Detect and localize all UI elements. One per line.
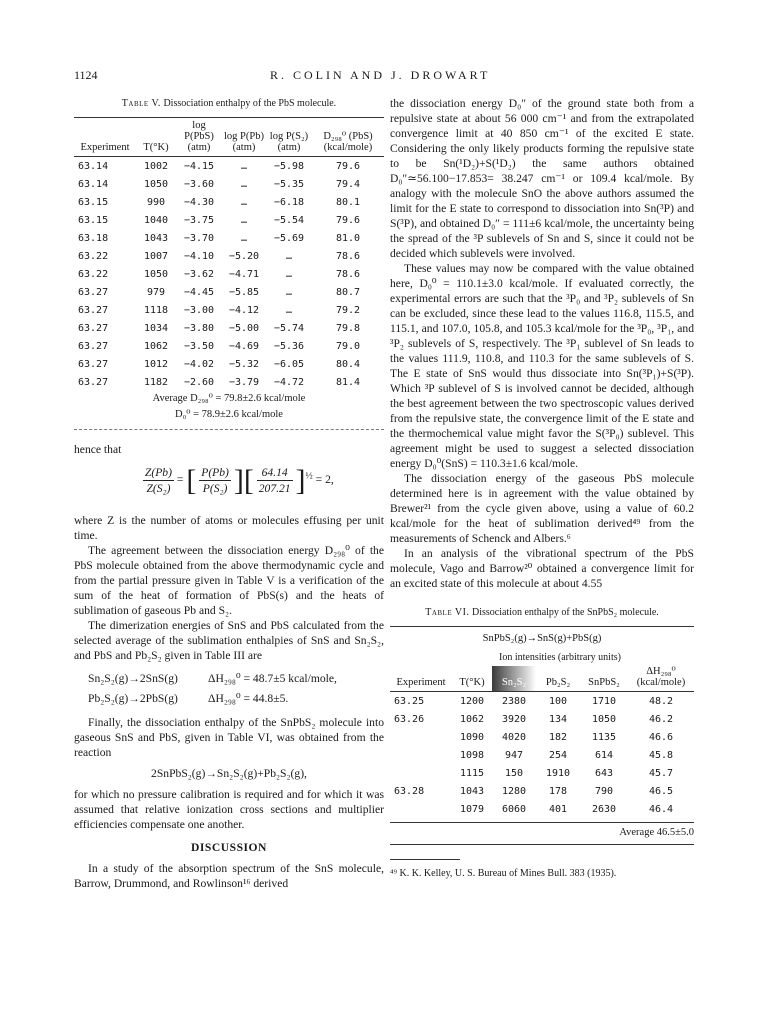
left-paragraph-3: The dimerization energies of SnS and PbS calculated from the selected average of the sublimation enthalpies of SnS and Sn₂S₂, and PbS and Pb₂S₂ given in Table III are	[74, 619, 384, 662]
table-cell: −3.75	[183, 214, 215, 226]
table-cell: 254	[548, 749, 568, 761]
table-cell: 947	[504, 749, 524, 761]
table-cell: 45.8	[648, 749, 674, 761]
table-cell: 6060	[501, 803, 527, 815]
formula-rhs-den: P(S₂)	[202, 482, 228, 495]
table-cell: 63.27	[78, 304, 109, 316]
table-cell: 1050	[143, 268, 169, 280]
table5-row	[74, 229, 384, 247]
table5-row	[74, 355, 384, 373]
table-cell: 1200	[459, 695, 485, 707]
table-cell: 80.1	[335, 196, 361, 208]
table-cell: 46.6	[648, 731, 674, 743]
reaction-pb2s2: Pb₂S₂(g)→2PbS(g)	[88, 692, 178, 705]
footnote-49: ⁴⁹ K. K. Kelley, U. S. Bureau of Mines Bull. 383 (1935).	[390, 868, 617, 879]
table-cell: 63.28	[394, 785, 425, 797]
table-cell: 134	[548, 713, 568, 725]
left-paragraph-1: where Z is the number of atoms or molecules effusing per unit time.	[74, 514, 384, 542]
table6-row	[390, 800, 694, 818]
table-cell: −5.54	[273, 214, 305, 226]
table6-row	[390, 692, 694, 711]
t5-col-experiment: Experiment	[74, 118, 136, 157]
table-cell: −3.79	[228, 376, 260, 388]
t5-col-s2: log P(S₂) (atm)	[266, 118, 312, 157]
table-cell: 1050	[591, 713, 617, 725]
table-cell: 63.22	[78, 268, 109, 280]
table-cell: −4.15	[183, 160, 215, 172]
table-cell: −4.45	[183, 286, 215, 298]
formula-ratio-den: 207.21	[258, 482, 291, 495]
table-cell: 643	[594, 767, 614, 779]
left-paragraph-4: Finally, the dissociation enthalpy of the SnPbS₂ molecule into gaseous SnS and PbS, given in Table VI, was obtained from the reaction	[74, 716, 384, 759]
table-cell: 4020	[501, 731, 527, 743]
table-cell: 178	[548, 785, 568, 797]
table-cell: −4.71	[228, 268, 260, 280]
table6-body	[390, 692, 694, 819]
table-cell: −4.02	[183, 358, 215, 370]
table-cell: 1098	[459, 749, 485, 761]
table-cell: −5.98	[273, 160, 305, 172]
table-cell: −4.72	[273, 376, 305, 388]
table-cell: 63.25	[394, 695, 425, 707]
table-cell: 1182	[143, 376, 169, 388]
table-cell: 63.27	[78, 340, 109, 352]
table-cell: −5.85	[228, 286, 260, 298]
table-cell: …	[285, 304, 293, 316]
table-cell: −5.35	[273, 178, 305, 190]
table5-row	[74, 193, 384, 211]
table-cell: 79.2	[335, 304, 361, 316]
table-cell: −5.74	[273, 322, 305, 334]
reaction-snpbs2: 2SnPbS₂(g)→Sn₂S₂(g)+Pb₂S₂(g),	[151, 767, 307, 780]
table-cell: …	[285, 268, 293, 280]
table-cell: 1034	[143, 322, 169, 334]
table-cell: 1090	[459, 731, 485, 743]
table6-end-rule	[390, 844, 694, 845]
right-column	[390, 96, 694, 881]
table-cell: −3.70	[183, 232, 215, 244]
table5-end-rule	[74, 429, 384, 430]
table5-caption-text: Dissociation enthalpy of the PbS molecule.	[163, 98, 337, 109]
table-cell: −5.69	[273, 232, 305, 244]
table-cell: 990	[146, 196, 166, 208]
table-cell: …	[240, 196, 248, 208]
page-header	[74, 68, 694, 84]
t6-col-experiment: Experiment	[390, 666, 452, 692]
table6-caption	[390, 605, 694, 620]
effusion-formula: $\frac{Z(Pb)}{\text{Z(S₂)}}$ = [ $\frac{P(Pb)}{\text{P(S₂)}}$ ][ $\frac{64.14}{207.21}$ ]$^{\frac{1}{2}}$ = 2,	[144, 463, 334, 497]
left-column	[74, 96, 384, 891]
table-cell: 1040	[143, 214, 169, 226]
table-cell: −6.05	[273, 358, 305, 370]
table-cell: 79.4	[335, 178, 361, 190]
table-cell: 81.0	[335, 232, 361, 244]
table5-row	[74, 283, 384, 301]
table-cell: −3.60	[183, 178, 215, 190]
table5-row	[74, 337, 384, 355]
table5-row	[74, 175, 384, 193]
footnote-rule	[390, 859, 460, 860]
page-number: 1124	[74, 68, 98, 82]
table-cell: 45.7	[648, 767, 674, 779]
running-head: R. COLIN AND J. DROWART	[270, 68, 491, 82]
formula-exponent: ½	[305, 470, 313, 482]
table6-caption-label: Table VI.	[425, 607, 470, 618]
table-cell: 46.4	[648, 803, 674, 815]
left-paragraph-5: for which no pressure calibration is required and for which it was assumed that relative ionization cross sections and multiplier efficiencies compensate one another.	[74, 788, 384, 831]
table-cell: 1043	[459, 785, 485, 797]
table-cell: …	[285, 286, 293, 298]
right-paragraph-4: In an analysis of the vibrational spectrum of the PbS molecule, Vago and Barrow²⁰ obtained a convergence limit for an excited state of this molecule at about 4.55	[390, 547, 694, 590]
t6-col-sn2s2: Sn₂S₂	[492, 666, 536, 692]
formula-result: = 2,	[315, 473, 334, 487]
formula-lhs-num: Z(Pb)	[144, 466, 172, 479]
dimerization-reactions	[74, 669, 384, 709]
formula-rhs-num: P(Pb)	[201, 466, 229, 479]
table-cell: 63.27	[78, 322, 109, 334]
t5-col-pbs: log P(PbS) (atm)	[176, 118, 222, 157]
formula-lhs	[143, 465, 174, 496]
table-cell: 79.8	[335, 322, 361, 334]
table-cell: 63.18	[78, 232, 109, 244]
table5-row	[74, 247, 384, 265]
table5-caption	[74, 96, 384, 111]
right-paragraph-2: These values may now be compared with the value obtained here, D₀⁰ = 110.1±3.0 kcal/mole. If evaluated correctly, the experimental errors are such that the ³P₀ and ³P₂ sublevels of Sn can be excluded, since these lead to the values 116.8, 115.5, and 115.1, and 107.0, 105.8, and 105.3 kcal/mole for the ³P₀, ³P₁, and ³P₂ sublevels of S, respectively. The ³P₁ sublevel of Sn leads to the values 111.9, 110.8, and 110.3 for the same sublevels of S. The E state of SnS would thus dissociate into Sn(³P₁)+S(³P). Which ³P sublevel of S is involved cannot be decided, although the best agreement between the two spectroscopic values derived from the repulsive state, the convergence limit of the E state and the thermochemical value might favor the S(³P₀) sublevel. This agreement might be used to suggest a selected dissociation energy D₀⁰(SnS) = 110.3±1.6 kcal/mole.	[390, 262, 694, 470]
table5-average: Average D₂₉₈⁰ = 79.8±2.6 kcal/mole	[152, 393, 306, 404]
table5	[74, 117, 384, 391]
table-cell	[390, 800, 452, 818]
right-paragraph-3: The dissociation energy of the gaseous PbS molecule determined here is in agreement with the value obtained by Brewer²¹ from the cycle given above, using a value of 60.2 kcal/mole for the heat of sublimation derived⁴⁹ from the measurements of Schenck and Albers.⁶	[390, 472, 694, 545]
right-paragraph-1: the dissociation energy D₀″ of the ground state both from a repulsive state at about 56 000 cm⁻¹ and from the extrapolated convergence limit at 40 850 cm⁻¹ of the excited E state. Considering the only likely products forming the repulsive state to be Sn(¹D₂)+S(¹D₂) the same authors obtained D₀″≃56.100−17.853= 38.247 cm⁻¹ or 109.4 kcal/mole. By analogy with the molecule SnO the above authors assumed the limit for the E state to correspond to dissociation into Sn(³P) and S(³P), and obtained D₀″ = 111±6 kcal/mole, the uncertainty being the spread of the ³P sublevels of Sn and S, since it could not be decided which sublevels were involved.	[390, 97, 694, 260]
formula-lhs-den: Z(S₂)	[146, 482, 171, 495]
table6-row	[390, 710, 694, 728]
table5-body	[74, 157, 384, 392]
table-cell: 1118	[143, 304, 169, 316]
table-cell: 63.22	[78, 250, 109, 262]
table-cell: 79.0	[335, 340, 361, 352]
table-cell: 1007	[143, 250, 169, 262]
left-paragraph-2: The agreement between the dissociation energy D₂₉₈⁰ of the PbS molecule obtained from the above thermodynamic cycle and from the partial pressure given in Table V is a verification of the sum of the heat of formation of PbS(s) and the heats of sublimation of gaseous Pb and S₂.	[74, 544, 384, 617]
table-cell: 1002	[143, 160, 169, 172]
table6-row	[390, 764, 694, 782]
table-cell: −6.18	[273, 196, 305, 208]
t6-col-pb2s2: Pb₂S₂	[536, 666, 580, 692]
table-cell: −5.36	[273, 340, 305, 352]
t5-col-temp: T(°K)	[136, 118, 176, 157]
table5-row	[74, 319, 384, 337]
table-cell: 401	[548, 803, 568, 815]
table6-row	[390, 782, 694, 800]
table-cell: 2630	[591, 803, 617, 815]
reaction-sn2s2: Sn₂S₂(g)→2SnS(g)	[88, 672, 178, 685]
table6-row	[390, 728, 694, 746]
table-cell: 80.4	[335, 358, 361, 370]
table-cell: −3.00	[183, 304, 215, 316]
table-cell: 1062	[459, 713, 485, 725]
table-cell: 63.27	[78, 376, 109, 388]
table-cell: …	[240, 160, 248, 172]
table5-row	[74, 211, 384, 229]
table-cell: 81.4	[335, 376, 361, 388]
table-cell: −3.50	[183, 340, 215, 352]
table-cell: 1910	[545, 767, 571, 779]
table-cell: 63.14	[78, 178, 109, 190]
table-cell: 790	[594, 785, 614, 797]
table-cell: 63.26	[394, 713, 425, 725]
t6-col-temp: T(°K)	[452, 666, 492, 692]
table-cell: 1710	[591, 695, 617, 707]
table-cell: 1115	[459, 767, 485, 779]
table-cell: 80.7	[335, 286, 361, 298]
table-cell: 63.27	[78, 358, 109, 370]
table-cell: 79.6	[335, 160, 361, 172]
table-cell	[390, 746, 452, 764]
table-cell: 63.15	[78, 214, 109, 226]
table6-group-head: Ion intensities (arbitrary units)	[499, 652, 621, 663]
table-cell: 1062	[143, 340, 169, 352]
table6-average: Average 46.5±5.0	[390, 822, 694, 840]
table-cell: …	[240, 232, 248, 244]
reaction-pb2s2-dh: ΔH₂₉₈⁰ = 44.8±5.	[208, 692, 289, 705]
table5-caption-label: Table V.	[121, 98, 161, 109]
formula-mass-ratio	[257, 465, 293, 496]
formula-ratio-num: 64.14	[257, 465, 293, 481]
table-cell: 46.5	[648, 785, 674, 797]
table-cell: …	[285, 250, 293, 262]
table-cell: 78.6	[335, 250, 361, 262]
t5-col-d298: D₂₉₈⁰ (PbS) (kcal/mole)	[312, 118, 384, 157]
table-cell: 79.6	[335, 214, 361, 226]
table-cell: 48.2	[648, 695, 674, 707]
table5-row	[74, 157, 384, 176]
table-cell: 1050	[143, 178, 169, 190]
t5-col-pb: log P(Pb) (atm)	[222, 118, 266, 157]
table-cell: −4.10	[183, 250, 215, 262]
table-cell: …	[240, 214, 248, 226]
table-cell: −4.30	[183, 196, 215, 208]
table-cell: 1043	[143, 232, 169, 244]
table-cell: 1135	[591, 731, 617, 743]
t6-col-dh: ΔH₂₉₈⁰ (kcal/mole)	[628, 666, 694, 692]
table6	[390, 652, 694, 818]
table-cell: −5.20	[228, 250, 260, 262]
table-cell: 1280	[501, 785, 527, 797]
table-cell: 63.14	[78, 160, 109, 172]
table-cell: −4.69	[228, 340, 260, 352]
table-cell: −2.60	[183, 376, 215, 388]
table-cell: −3.80	[183, 322, 215, 334]
table6-reaction: SnPbS₂(g)→SnS(g)+PbS(g)	[390, 626, 694, 646]
left-paragraph-6: In a study of the absorption spectrum of the SnS molecule, Barrow, Drummond, and Rowlinson¹⁶ derived	[74, 862, 384, 890]
table-cell: 63.27	[78, 286, 109, 298]
table-cell: 1079	[459, 803, 485, 815]
table5-row	[74, 265, 384, 283]
discussion-heading: DISCUSSION	[191, 841, 267, 854]
table-cell: −4.12	[228, 304, 260, 316]
table6-caption-text: Dissociation enthalpy of the SnPbS₂ molecule.	[471, 607, 659, 618]
table-cell: 78.6	[335, 268, 361, 280]
table-cell: −5.00	[228, 322, 260, 334]
reaction-sn2s2-dh: ΔH₂₉₈⁰ = 48.7±5 kcal/mole,	[208, 672, 337, 685]
table-cell	[390, 728, 452, 746]
table5-d0: D₀⁰ = 78.9±2.6 kcal/mole	[175, 409, 283, 420]
table-cell: 150	[504, 767, 524, 779]
t6-col-snpbs2: SnPbS₂	[580, 666, 628, 692]
table5-row	[74, 301, 384, 319]
table5-row	[74, 373, 384, 391]
table6-row	[390, 746, 694, 764]
table-cell: 63.15	[78, 196, 109, 208]
table-cell: …	[240, 178, 248, 190]
table-cell: −3.62	[183, 268, 215, 280]
table-cell: 182	[548, 731, 568, 743]
table-cell: 614	[594, 749, 614, 761]
table-cell: 3920	[501, 713, 527, 725]
table-cell: −5.32	[228, 358, 260, 370]
table-cell: 2380	[501, 695, 527, 707]
hence-text: hence that	[74, 443, 122, 456]
table-cell: 1012	[143, 358, 169, 370]
formula-pressure-ratio	[199, 465, 231, 496]
table-cell	[390, 764, 452, 782]
table-cell: 46.2	[648, 713, 674, 725]
table-cell: 979	[146, 286, 166, 298]
table-cell: 100	[548, 695, 568, 707]
